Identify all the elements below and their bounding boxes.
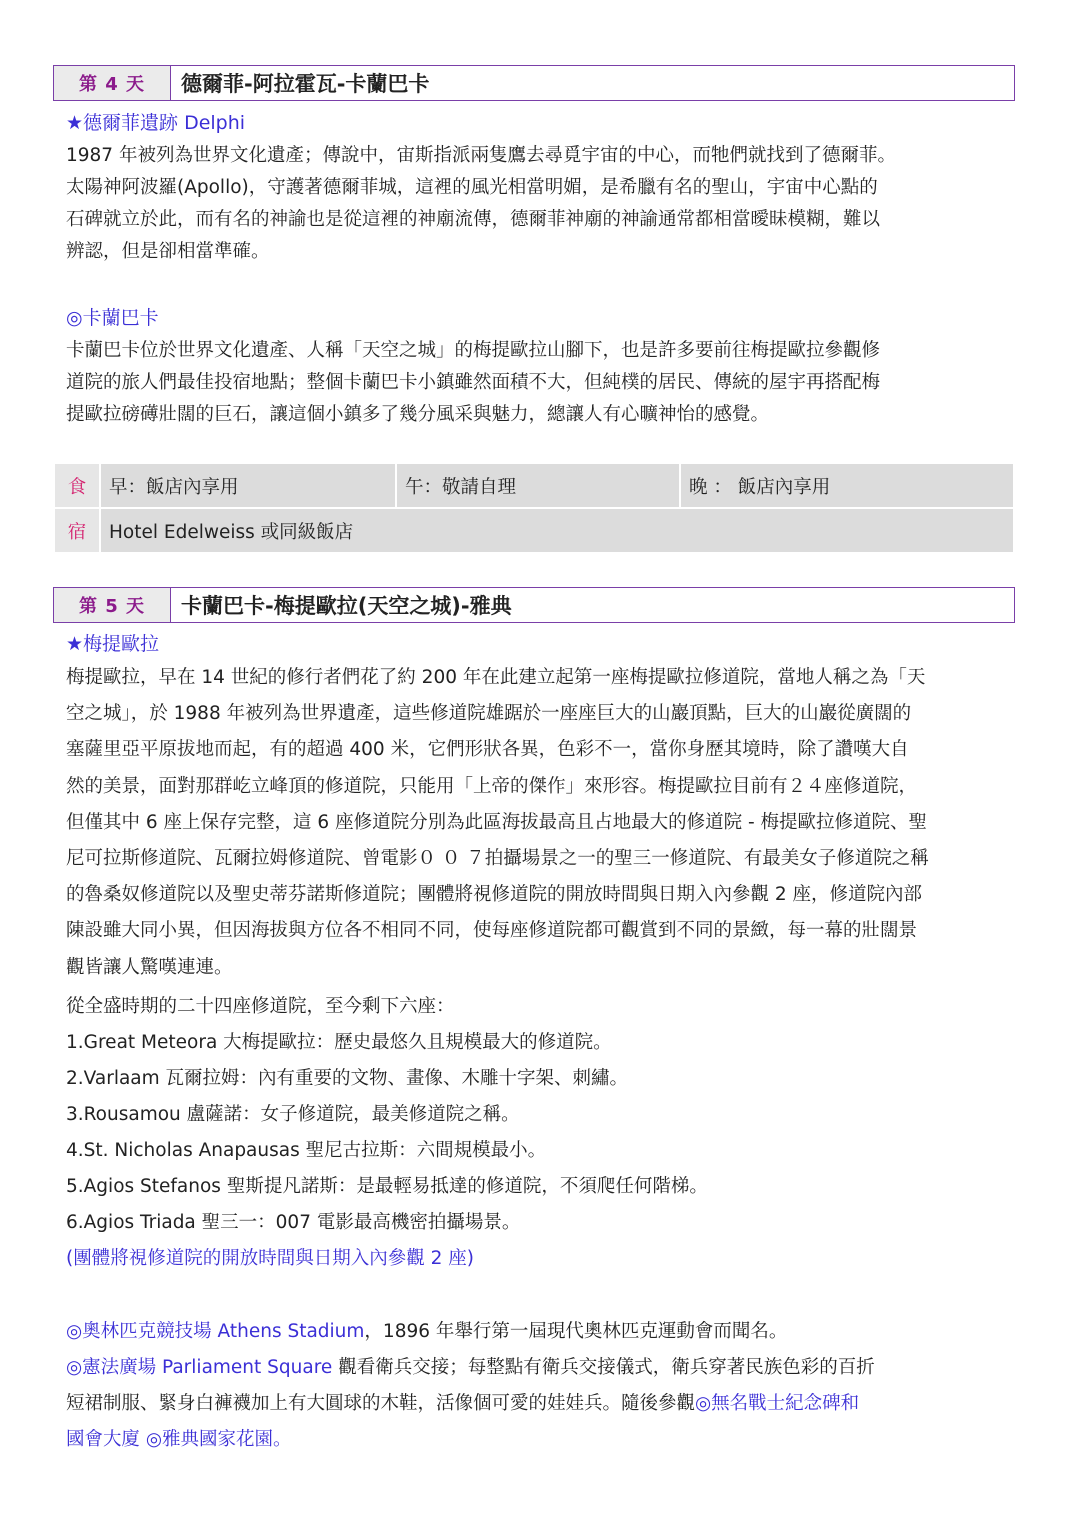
- visit-note: (團體將視修道院的開放時間與日期入內參觀 2 座): [66, 1248, 474, 1269]
- day5-label: 第 5 天: [54, 588, 171, 622]
- lunch-cell: 午：敬請自理: [396, 463, 680, 508]
- stadium-line: [66, 1317, 787, 1343]
- dinner-cell: 晚 ： 飯店內享用: [680, 463, 1014, 508]
- meteora-title: ★梅提歐拉: [66, 633, 160, 655]
- monastery-item: 4.St. Nicholas Anapausas 聖尼古拉斯：六間規模最小。: [66, 1140, 547, 1161]
- stay-label: 宿: [54, 508, 100, 553]
- breakfast-cell: 早：飯店內享用: [100, 463, 396, 508]
- meteora-line: 的魯桑奴修道院以及聖史蒂芬諾斯修道院；團體將視修道院的開放時間與日期入內參觀 2 座，修道院內部: [66, 884, 923, 906]
- parliament-desc-2: 短裙制服、緊身白褲襪加上有大圓球的木鞋，活像個可愛的娃娃兵。隨後參觀: [66, 1393, 696, 1414]
- kalambaka-line: 道院的旅人們最佳投宿地點；整個卡蘭巴卡小鎮雖然面積不大，但純樸的居民、傳統的屋宇再搭配梅: [66, 372, 881, 393]
- day4-header: [53, 65, 1015, 101]
- meteora-line: 空之城」，於 1988 年被列為世界遺產，這些修道院雄踞於一座座巨大的山巖頂點，巨大的山巖從廣闊的: [66, 703, 912, 725]
- monastery-item: 3.Rousamou 盧薩諾：女子修道院，最美修道院之稱。: [66, 1104, 520, 1125]
- parliament-name: ◎憲法廣場 Parliament Square: [66, 1357, 333, 1378]
- kalambaka-line: 提歐拉磅礡壯闊的巨石，讓這個小鎮多了幾分風采與魅力，總讓人有心曠神怡的感覺。: [66, 404, 770, 425]
- stadium-desc: ，1896 年舉行第一屆現代奧林匹克運動會而聞名。: [364, 1321, 788, 1342]
- delphi-line: 太陽神阿波羅(Apollo)，守護著德爾菲城，這裡的風光相當明媚，是希臘有名的聖山，宇宙中心點的: [66, 177, 878, 198]
- meteora-line: 梅提歐拉，早在 14 世紀的修行者們花了約 200 年在此建立起第一座梅提歐拉修道院，當地人稱之為「天: [66, 667, 926, 688]
- stay-row: [54, 508, 1014, 553]
- day4-label: 第 4 天: [54, 66, 171, 100]
- parliament-line: [66, 1353, 875, 1379]
- parliament-desc: 觀看衛兵交接；每整點有衛兵交接儀式，衛兵穿著民族色彩的百折: [332, 1357, 875, 1378]
- parliament-line-2: [66, 1389, 859, 1415]
- national-garden: ◎雅典國家花園。: [145, 1429, 292, 1450]
- hotel-cell: Hotel Edelweiss 或同級飯店: [100, 508, 1014, 553]
- day4-title: 德爾菲-阿拉霍瓦-卡蘭巴卡: [181, 72, 430, 96]
- delphi-line: 1987 年被列為世界文化遺產；傳說中，宙斯指派兩隻鷹去尋覓宇宙的中心，而牠們就找到了德爾菲。: [66, 145, 896, 166]
- kalambaka-line: 卡蘭巴卡位於世界文化遺產、人稱「天空之城」的梅提歐拉山腳下，也是許多要前往梅提歐拉參觀修: [66, 340, 881, 361]
- meteora-line: 觀皆讓人驚嘆連連。: [66, 956, 233, 978]
- monastery-list-intro: 從全盛時期的二十四座修道院，至今剩下六座：: [66, 996, 455, 1017]
- parliament-line-3: [66, 1425, 292, 1451]
- meteora-line: 然的美景，面對那群屹立峰頂的修道院，只能用「上帝的傑作」來形容。梅提歐拉目前有２４座修道院，: [66, 775, 918, 797]
- kalambaka-title: ◎卡蘭巴卡: [66, 307, 159, 329]
- day5-header: [53, 587, 1015, 623]
- monastery-item: 2.Varlaam 瓦爾拉姆：內有重要的文物、畫像、木雕十字架、刺繡。: [66, 1068, 629, 1089]
- delphi-line: 石碑就立於此，而有名的神諭也是從這裡的神廟流傳，德爾菲神廟的神諭通常都相當曖昧模糊，難以: [66, 209, 881, 230]
- meals-row: [54, 463, 1014, 508]
- monastery-item: 1.Great Meteora 大梅提歐拉：歷史最悠久且規模最大的修道院。: [66, 1032, 612, 1053]
- delphi-paragraph: [66, 140, 1016, 268]
- day5-title: 卡蘭巴卡-梅提歐拉(天空之城)-雅典: [181, 594, 512, 618]
- parliament-building: 國會大廈: [66, 1429, 146, 1450]
- delphi-line: 辨認，但是卻相當準確。: [66, 241, 270, 262]
- meteora-line: 陳設雖大同小異，但因海拔與方位各不相同不同，使每座修道院都可觀賞到不同的景緻，每一幕的壯闊景: [66, 920, 918, 942]
- meteora-paragraph: [66, 660, 1016, 986]
- meteora-line: 但僅其中 6 座上保存完整，這 6 座修道院分別為此區海拔最高且占地最大的修道院 - 梅提歐拉修道院、聖: [66, 811, 928, 833]
- monastery-item: 6.Agios Triada 聖三一：007 電影最高機密拍攝場景。: [66, 1212, 521, 1233]
- memorial-name: ◎無名戰士紀念碑和: [695, 1393, 860, 1414]
- kalambaka-paragraph: [66, 335, 1016, 431]
- meteora-line: 尼可拉斯修道院、瓦爾拉姆修道院、曾電影０ ０ ７拍攝場景之一的聖三一修道院、有最美女子修道院之稱: [66, 848, 929, 870]
- meals-accommodation-table: [53, 462, 1015, 554]
- food-label: 食: [54, 463, 100, 508]
- delphi-title: ★德爾菲遺跡 Delphi: [66, 112, 246, 134]
- stadium-name: ◎奧林匹克競技場 Athens Stadium: [66, 1321, 365, 1342]
- meteora-line: 塞薩里亞平原拔地而起，有的超過 400 米，它們形狀各異，色彩不一，當你身歷其境時，除了讚嘆大自: [66, 739, 909, 761]
- monastery-item: 5.Agios Stefanos 聖斯提凡諾斯：是最輕易抵達的修道院，不須爬任何階梯。: [66, 1176, 708, 1197]
